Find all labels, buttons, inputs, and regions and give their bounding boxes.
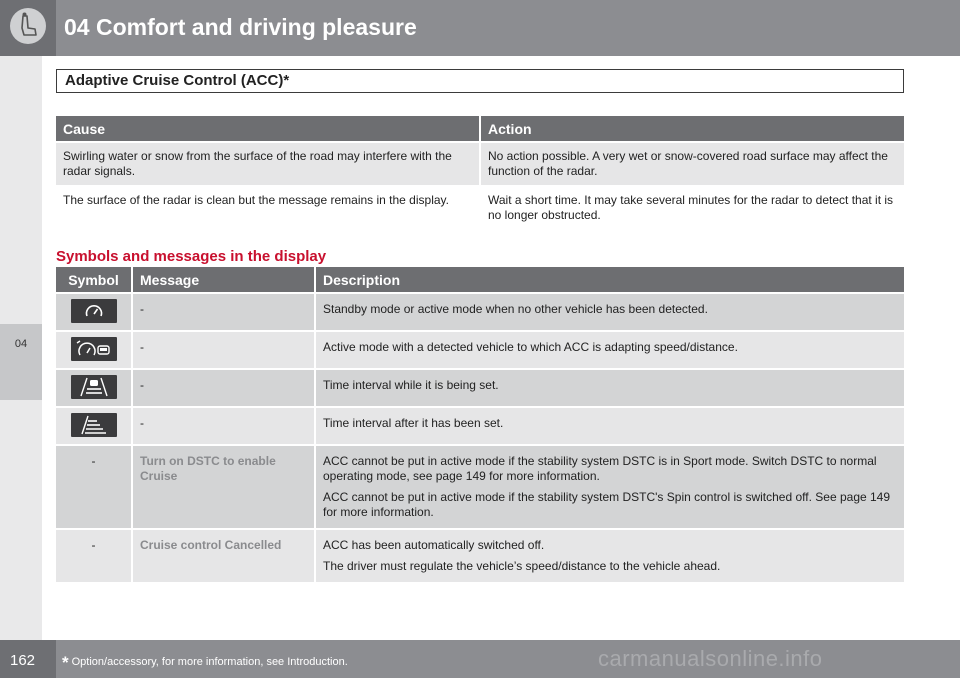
chapter-title: 04 Comfort and driving pleasure: [64, 14, 417, 40]
table-row: [56, 445, 904, 529]
car-seat-icon: [10, 8, 46, 44]
speedometer-icon: [71, 299, 117, 323]
table-row: [56, 331, 904, 369]
page-number-box: [0, 640, 56, 678]
section-title: Adaptive Cruise Control (ACC)*: [65, 72, 290, 89]
chapter-tab[interactable]: [0, 324, 42, 400]
section-title-box: [56, 69, 904, 93]
table-row: [56, 369, 904, 407]
speedometer-car-icon: [71, 337, 117, 361]
column-header-description: Description: [315, 267, 904, 293]
footnote-marker: *: [62, 653, 69, 672]
column-header-cause: Cause: [56, 116, 480, 142]
table-header-row: [56, 267, 904, 293]
symbol-cell: -: [56, 445, 132, 529]
table-row: [56, 293, 904, 331]
chapter-tab-label: 04: [14, 338, 28, 350]
symbol-cell: [56, 331, 132, 369]
side-margin: [0, 56, 42, 640]
message-cell: -: [132, 331, 315, 369]
cause-cell: The surface of the radar is clean but the message remains in the display.: [56, 186, 480, 229]
footnote: [62, 653, 348, 673]
description-cell: Active mode with a detected vehicle to which ACC is adapting speed/distance.: [315, 331, 904, 369]
table-header-row: [56, 116, 904, 142]
chapter-icon-box: [0, 0, 56, 56]
description-paragraph: The driver must regulate the vehicle’s speed/distance to the vehicle ahead.: [323, 559, 721, 573]
symbol-cell: [56, 369, 132, 407]
description-paragraph: ACC cannot be put in active mode if the stability system DSTC is in Sport mode. Switch DSTC to normal operating mode, see page 149 for more information.: [323, 454, 877, 483]
description-paragraph: ACC has been automatically switched off.: [323, 538, 545, 552]
symbol-cell: [56, 407, 132, 445]
description-paragraph: ACC cannot be put in active mode if the stability system DSTC's Spin control is switched off. See page 149 for more information.: [323, 490, 891, 519]
chapter-header: [0, 0, 960, 56]
table-row: [56, 142, 904, 186]
description-cell: Standby mode or active mode when no other vehicle has been detected.: [315, 293, 904, 331]
message-cell: -: [132, 407, 315, 445]
message-cell: -: [132, 293, 315, 331]
message-cell: Cruise control Cancelled: [132, 529, 315, 582]
description-cell: [315, 445, 904, 529]
cause-action-table: [56, 116, 904, 229]
symbols-heading: Symbols and messages in the display: [56, 248, 327, 265]
column-header-action: Action: [480, 116, 904, 142]
watermark: carmanualsonline.info: [598, 646, 823, 671]
symbol-cell: [56, 293, 132, 331]
description-cell: Time interval while it is being set.: [315, 369, 904, 407]
time-interval-set-icon: [71, 413, 117, 437]
time-interval-setting-icon: [71, 375, 117, 399]
table-row: [56, 529, 904, 582]
message-cell: Turn on DSTC to enable Cruise: [132, 445, 315, 529]
cause-cell: Swirling water or snow from the surface of the road may interfere with the radar signals.: [56, 142, 480, 186]
action-cell: Wait a short time. It may take several minutes for the radar to detect that it is no longer obstructed.: [480, 186, 904, 229]
description-cell: Time interval after it has been set.: [315, 407, 904, 445]
message-cell: -: [132, 369, 315, 407]
symbol-cell: -: [56, 529, 132, 582]
description-cell: [315, 529, 904, 582]
symbols-table: [56, 267, 904, 582]
table-row: [56, 407, 904, 445]
table-row: [56, 186, 904, 229]
action-cell: No action possible. A very wet or snow-covered road surface may affect the function of the radar.: [480, 142, 904, 186]
footnote-text: Option/accessory, for more information, see Introduction.: [71, 656, 348, 668]
column-header-symbol: Symbol: [56, 267, 132, 293]
page-number: 162: [10, 652, 36, 669]
column-header-message: Message: [132, 267, 315, 293]
